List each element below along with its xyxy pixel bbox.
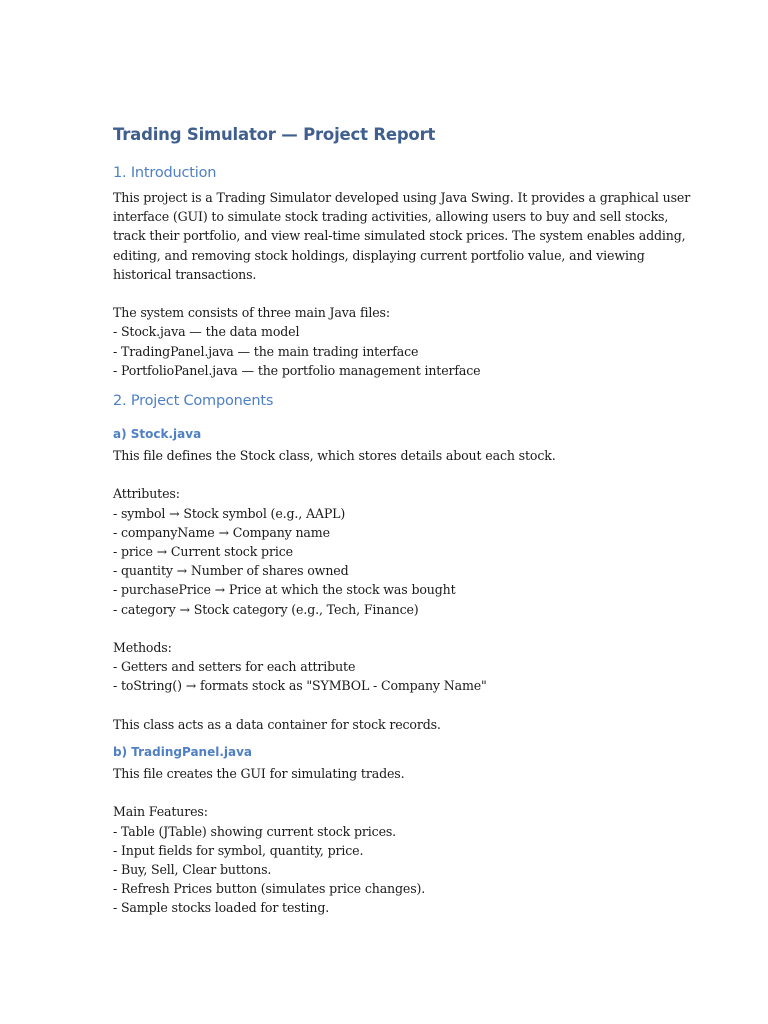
list-heading: Main Features:: [113, 804, 208, 820]
list-item: - Buy, Sell, Clear buttons.: [113, 862, 272, 878]
list-item: - PortfolioPanel.java — the portfolio management interface: [113, 362, 481, 378]
blank-line: [113, 284, 658, 303]
introduction-paragraph-2: [113, 303, 658, 380]
document-page: [113, 124, 691, 918]
body-line: editing, and removing stock holdings, displaying current portfolio value, and viewing: [113, 247, 645, 263]
list-heading: Attributes:: [113, 486, 180, 502]
subsection-heading-trading-panel: b) TradingPanel.java: [113, 745, 253, 760]
list-item: - TradingPanel.java — the main trading interface: [113, 343, 419, 359]
list-item: - Table (JTable) showing current stock prices.: [113, 823, 397, 839]
body-line: track their portfolio, and view real-time simulated stock prices. The system enables adding,: [113, 228, 686, 244]
spacer: [113, 734, 658, 744]
stock-attributes: [113, 484, 658, 618]
list-item: - toString() → formats stock as "SYMBOL - Company Name": [113, 678, 487, 694]
blank-line: [113, 696, 658, 715]
list-item: - quantity → Number of shares owned: [113, 563, 349, 579]
spacer: [113, 380, 658, 391]
blank-line: [113, 783, 658, 802]
list-item: - purchasePrice → Price at which the stock was bought: [113, 582, 456, 598]
spacer: [113, 416, 658, 426]
list-item: - price → Current stock price: [113, 544, 293, 560]
list-item: - Input fields for symbol, quantity, price.: [113, 842, 364, 858]
list-item: - Getters and setters for each attribute: [113, 659, 356, 675]
trading-features: [113, 802, 658, 917]
list-item: - Sample stocks loaded for testing.: [113, 900, 330, 916]
body-line: This project is a Trading Simulator developed using Java Swing. It provides a graphical user: [113, 190, 691, 205]
list-item: - Refresh Prices button (simulates price changes).: [113, 881, 426, 897]
introduction-paragraph-1: [113, 188, 691, 284]
list-item: - Stock.java — the data model: [113, 324, 300, 340]
document-title: Trading Simulator — Project Report: [113, 125, 436, 144]
list-item: - companyName → Company name: [113, 524, 330, 540]
stock-methods: [113, 638, 658, 696]
body-line: This file defines the Stock class, which stores details about each stock.: [113, 448, 556, 464]
blank-line: [113, 619, 658, 638]
section-heading-introduction: 1. Introduction: [113, 165, 217, 181]
subsection-heading-stock: a) Stock.java: [113, 427, 202, 442]
list-item: - symbol → Stock symbol (e.g., AAPL): [113, 505, 346, 521]
blank-line: [113, 465, 658, 484]
body-line: The system consists of three main Java files:: [113, 305, 390, 321]
body-line: This class acts as a data container for stock records.: [113, 716, 441, 732]
section-heading-components: 2. Project Components: [113, 393, 274, 410]
body-line: This file creates the GUI for simulating trades.: [113, 766, 405, 782]
body-line: interface (GUI) to simulate stock trading activities, allowing users to buy and sell stocks,: [113, 209, 669, 225]
list-heading: Methods:: [113, 640, 172, 656]
list-item: - category → Stock category (e.g., Tech, Finance): [113, 601, 419, 617]
body-line: historical transactions.: [113, 266, 257, 282]
